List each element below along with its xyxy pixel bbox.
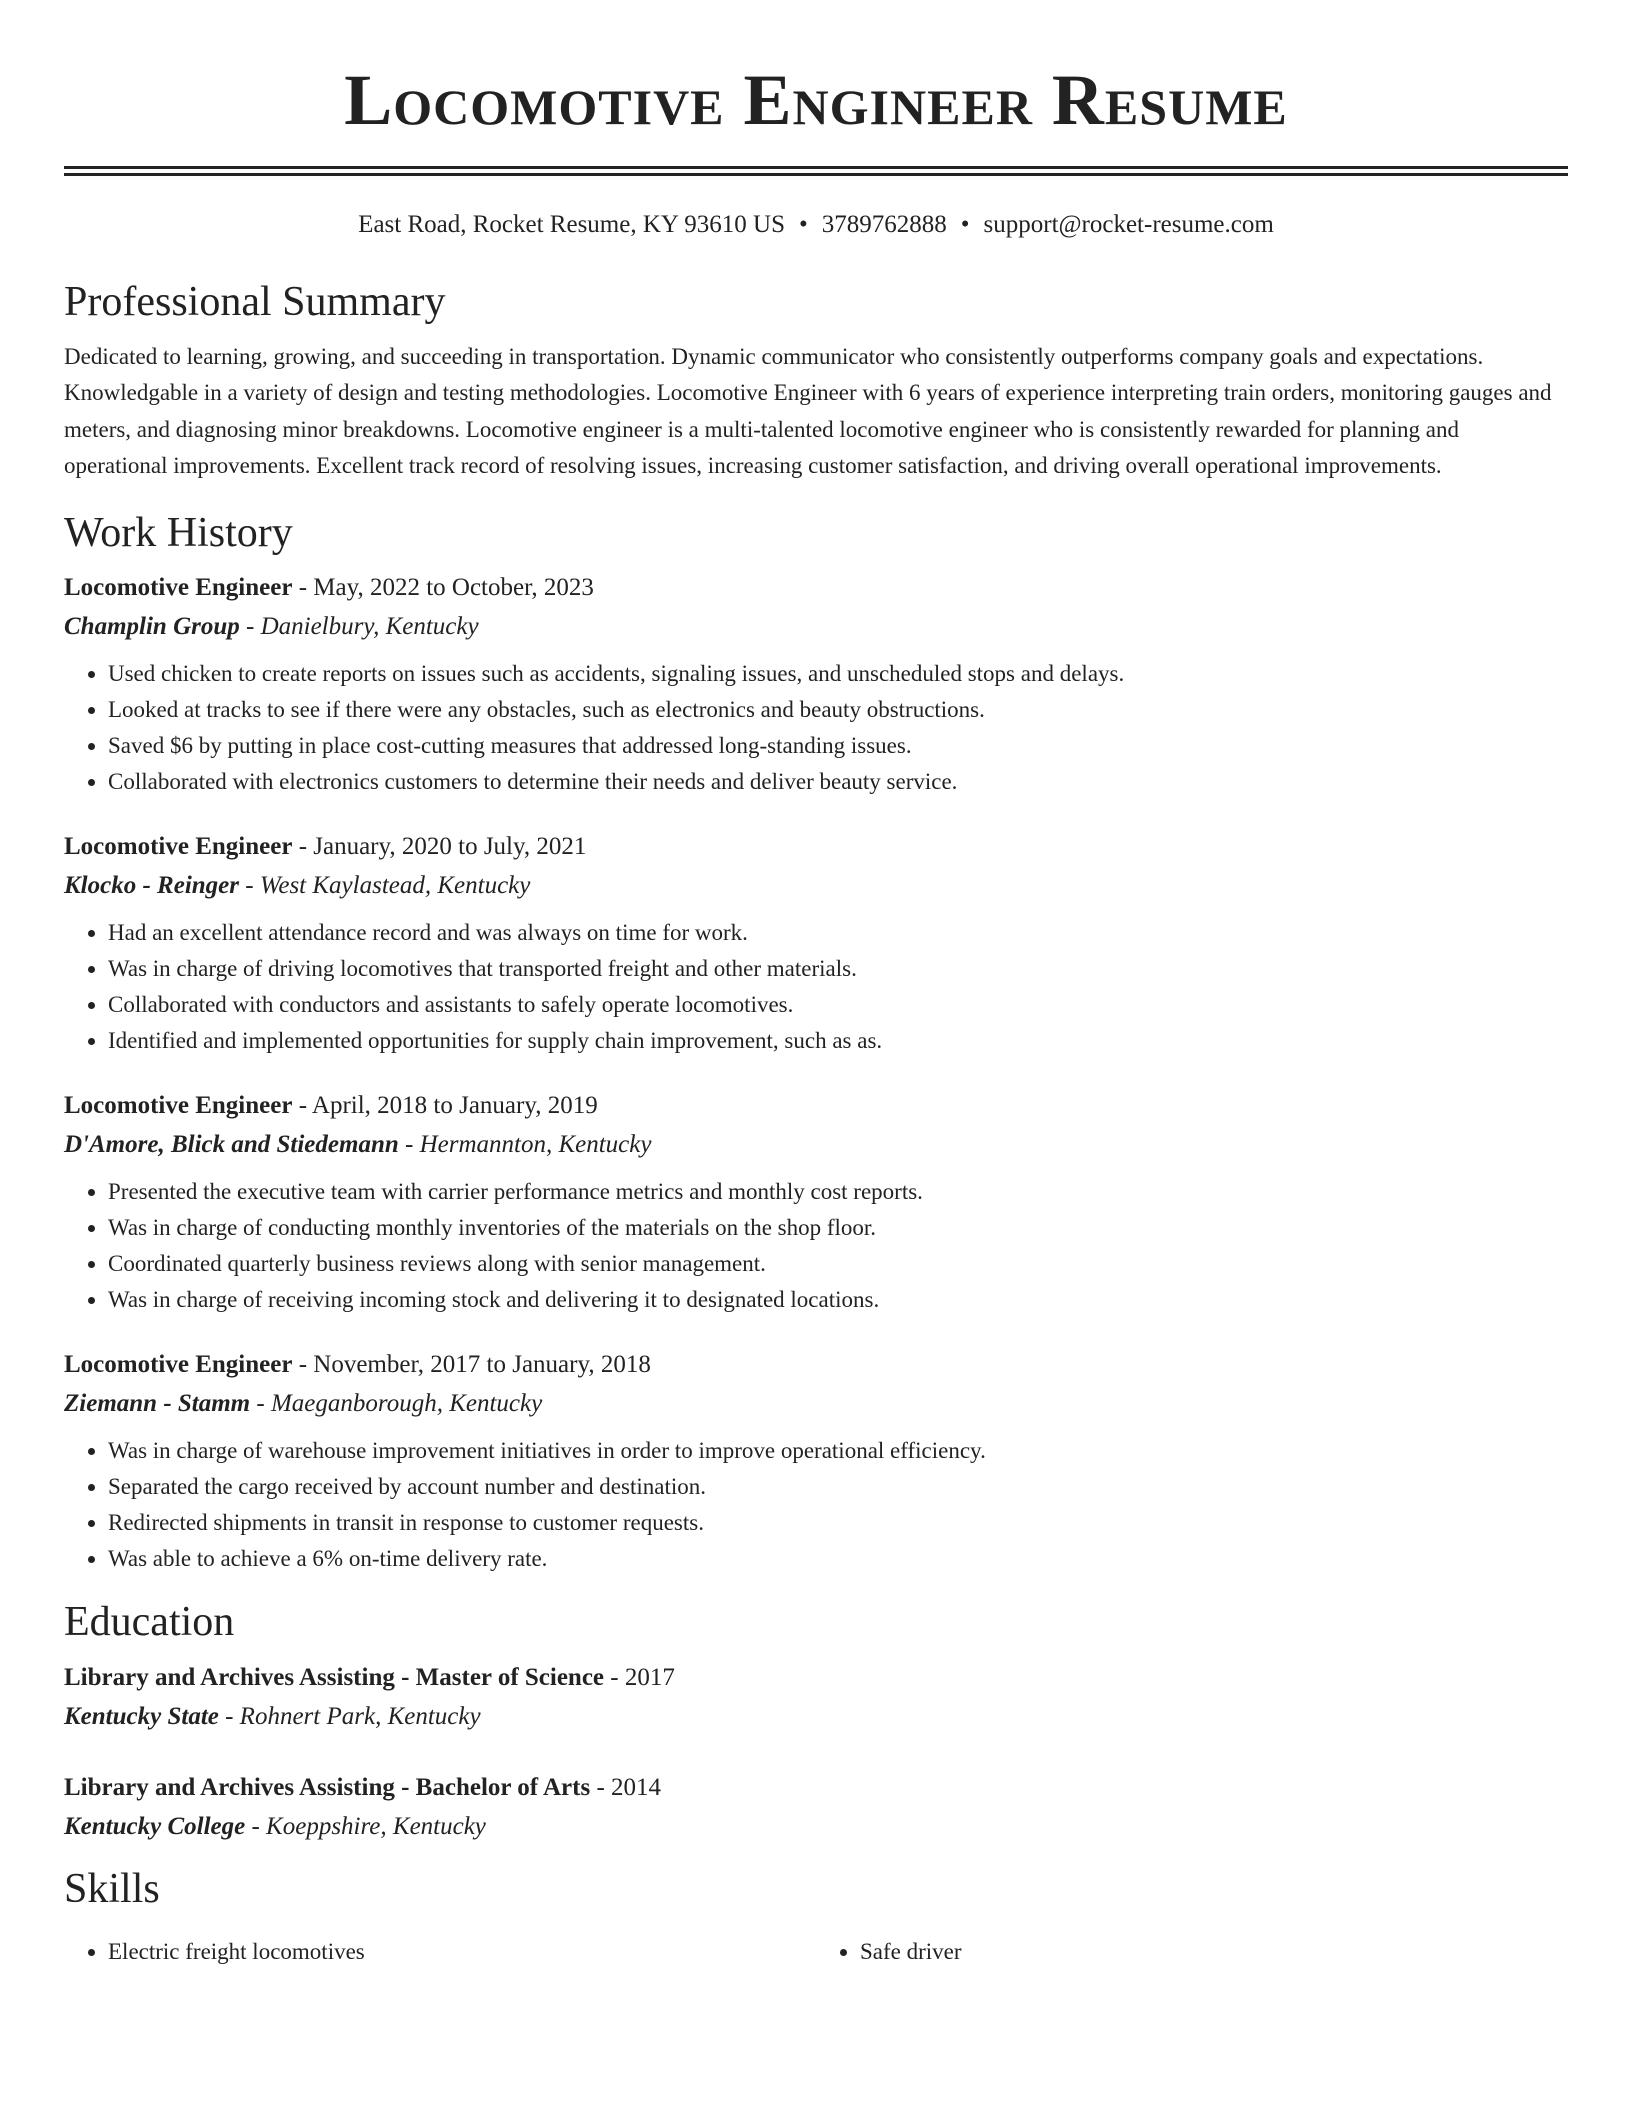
job-title: Locomotive Engineer bbox=[64, 573, 293, 601]
contact-separator: • bbox=[798, 211, 808, 238]
company-line bbox=[64, 1389, 1568, 1419]
company-name: D'Amore, Blick and Stiedemann bbox=[64, 1130, 399, 1158]
degree-year: - 2017 bbox=[604, 1663, 675, 1691]
job-dates: - May, 2022 to October, 2023 bbox=[292, 573, 594, 601]
job-title-line bbox=[64, 1350, 1568, 1380]
school-name: Kentucky State bbox=[64, 1702, 219, 1730]
resume-title: Locomotive Engineer Resume bbox=[344, 60, 1288, 140]
degree-year: - 2014 bbox=[590, 1773, 662, 1801]
title-double-rule bbox=[64, 166, 1568, 176]
school-location: - Koeppshire, Kentucky bbox=[245, 1812, 486, 1840]
job-bullet: • Redirected shipments in transit in response to customer requests. bbox=[108, 1505, 1568, 1541]
summary-text: Dedicated to learning, growing, and succeeding in transportation. Dynamic communicator who consistently outperforms company goals and expectations. Knowledgable in a variety of design and testing methodologies. Locomotive Engineer with 6 years of experience interpreting train orders, monitoring gauges and meters, and diagnosing minor breakdowns. Locomotive engineer is a multi-talented locomotive engineer who is consistently rewarded for planning and operational improvements. Excellent track record of resolving issues, increasing customer satisfaction, and driving overall operational improvements. bbox=[64, 344, 1552, 479]
skills-column-right bbox=[816, 1934, 1568, 1970]
company-location: - Danielbury, Kentucky bbox=[239, 612, 479, 640]
job-entry bbox=[64, 573, 1568, 800]
job-title: Locomotive Engineer bbox=[64, 832, 293, 860]
job-title-line bbox=[64, 573, 1568, 603]
job-bullet: • Identified and implemented opportunities for supply chain improvement, such as as. bbox=[108, 1023, 1568, 1059]
company-name: Champlin Group bbox=[64, 612, 240, 640]
job-bullet: • Saved $6 by putting in place cost-cutting measures that addressed long-standing issues. bbox=[108, 728, 1568, 764]
job-entry bbox=[64, 832, 1568, 1059]
degree-name: Library and Archives Assisting - Master of Science bbox=[64, 1663, 605, 1691]
company-location: - Hermannton, Kentucky bbox=[398, 1130, 652, 1158]
job-dates: - November, 2017 to January, 2018 bbox=[292, 1350, 651, 1378]
skill-item: • Safe driver bbox=[860, 1934, 1568, 1970]
degree-line bbox=[64, 1663, 1568, 1693]
school-line bbox=[64, 1812, 1568, 1842]
job-bullets bbox=[64, 1174, 1568, 1318]
job-entry bbox=[64, 1091, 1568, 1318]
job-dates: - January, 2020 to July, 2021 bbox=[292, 832, 587, 860]
job-bullets bbox=[64, 1433, 1568, 1577]
company-line bbox=[64, 1130, 1568, 1160]
job-bullet: • Used chicken to create reports on issues such as accidents, signaling issues, and unscheduled stops and delays. bbox=[108, 656, 1568, 692]
job-title-line bbox=[64, 832, 1568, 862]
company-line bbox=[64, 612, 1568, 642]
job-bullet: • Collaborated with conductors and assistants to safely operate locomotives. bbox=[108, 987, 1568, 1023]
company-name: Ziemann - Stamm bbox=[64, 1389, 251, 1417]
job-dates: - April, 2018 to January, 2019 bbox=[292, 1091, 598, 1119]
job-bullet: • Looked at tracks to see if there were any obstacles, such as electronics and beauty obstructions. bbox=[108, 692, 1568, 728]
contact-phone: 3789762888 bbox=[821, 211, 947, 238]
company-location: - West Kaylastead, Kentucky bbox=[239, 871, 531, 899]
job-bullet: • Was in charge of driving locomotives that transported freight and other materials. bbox=[108, 951, 1568, 987]
contact-line bbox=[64, 210, 1568, 240]
job-bullets bbox=[64, 915, 1568, 1059]
skills-grid bbox=[64, 1934, 1568, 1970]
degree-line bbox=[64, 1773, 1568, 1803]
skills-column-left bbox=[64, 1934, 816, 1970]
job-bullet: • Was in charge of receiving incoming stock and delivering it to designated locations. bbox=[108, 1282, 1568, 1318]
contact-separator: • bbox=[960, 211, 970, 238]
job-title-line bbox=[64, 1091, 1568, 1121]
job-bullets bbox=[64, 656, 1568, 800]
company-line bbox=[64, 871, 1568, 901]
job-bullet: • Coordinated quarterly business reviews along with senior management. bbox=[108, 1246, 1568, 1282]
education-entry bbox=[64, 1663, 1568, 1732]
contact-email: support@rocket-resume.com bbox=[983, 211, 1274, 238]
education-heading: Education bbox=[64, 1598, 235, 1645]
skills-heading: Skills bbox=[64, 1865, 160, 1912]
job-bullet: • Was in charge of warehouse improvement initiatives in order to improve operational efficiency. bbox=[108, 1433, 1568, 1469]
school-line bbox=[64, 1702, 1568, 1732]
company-name: Klocko - Reinger bbox=[64, 871, 239, 899]
contact-address: East Road, Rocket Resume, KY 93610 US bbox=[358, 211, 785, 238]
job-title: Locomotive Engineer bbox=[64, 1091, 293, 1119]
job-bullet: • Separated the cargo received by account number and destination. bbox=[108, 1469, 1568, 1505]
job-bullet: • Was able to achieve a 6% on-time delivery rate. bbox=[108, 1541, 1568, 1577]
job-bullet: • Had an excellent attendance record and was always on time for work. bbox=[108, 915, 1568, 951]
work-history-heading: Work History bbox=[64, 509, 293, 556]
job-title: Locomotive Engineer bbox=[64, 1350, 293, 1378]
job-bullet: • Presented the executive team with carrier performance metrics and monthly cost reports. bbox=[108, 1174, 1568, 1210]
degree-name: Library and Archives Assisting - Bachelor of Arts bbox=[64, 1773, 591, 1801]
school-name: Kentucky College bbox=[64, 1812, 246, 1840]
job-entry bbox=[64, 1350, 1568, 1577]
skill-item: • Electric freight locomotives bbox=[108, 1934, 816, 1970]
school-location: - Rohnert Park, Kentucky bbox=[218, 1702, 481, 1730]
company-location: - Maeganborough, Kentucky bbox=[250, 1389, 543, 1417]
job-bullet: • Collaborated with electronics customers to determine their needs and deliver beauty service. bbox=[108, 764, 1568, 800]
job-bullet: • Was in charge of conducting monthly inventories of the materials on the shop floor. bbox=[108, 1210, 1568, 1246]
education-entry bbox=[64, 1773, 1568, 1842]
summary-heading: Professional Summary bbox=[64, 279, 446, 325]
